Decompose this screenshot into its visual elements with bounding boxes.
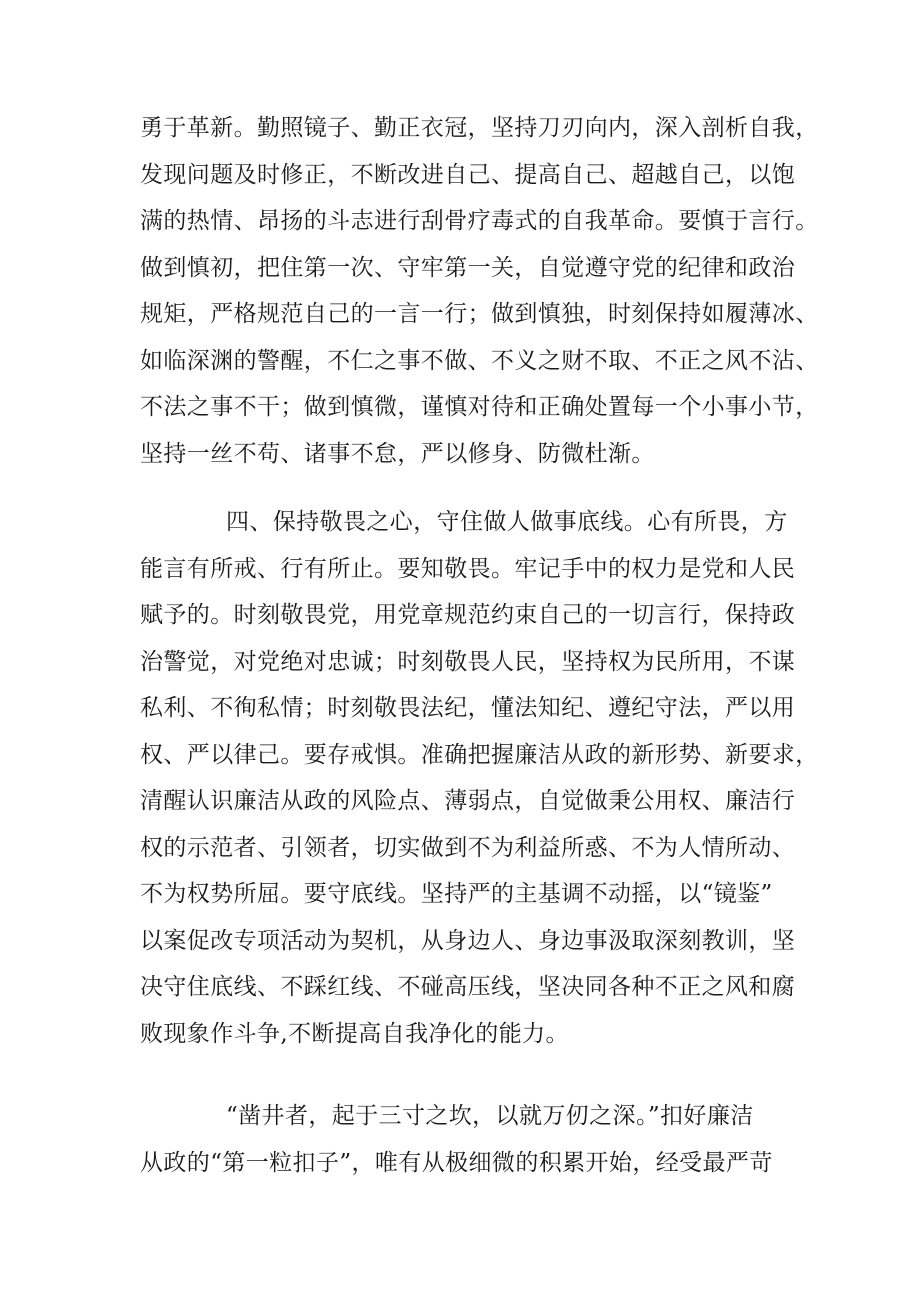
text-line: 不为权势所屈。要守底线。坚持严的主基调不动摇，以“镜鉴” (140, 881, 773, 907)
text-line: 私利、不徇私情；时刻敬畏法纪，懂法知纪、遵纪守法，严以用 (140, 695, 796, 721)
text-line-first: 四、保持敬畏之心，守住做人做事底线。心有所畏，方 (226, 509, 788, 535)
paragraph-first-button (140, 1093, 773, 1186)
paragraph-self-revolution (140, 105, 819, 477)
text-line: 治警觉，对党绝对忠诚；时刻敬畏人民，坚持权为民所用，不谋 (140, 648, 796, 675)
text-line-first: “凿井者，起于三寸之坎，以就万仞之深。”扣好廉洁 (226, 1103, 754, 1129)
text-line: 赋予的。时刻敬畏党，用党章规范约束自己的一切言行，保持政 (140, 602, 796, 628)
text-line: 从政的“第一粒扣子”，唯有从极细微的积累开始，经受最严苛 (140, 1149, 773, 1176)
text-line: 能言有所戒、行有所止。要知敬畏。牢记手中的权力是党和人民 (140, 555, 796, 582)
text-line: 清醒认识廉洁从政的风险点、薄弱点，自觉做秉公用权、廉洁行 (140, 788, 796, 814)
text-line: 规矩，严格规范自己的一言一行；做到慎独，时刻保持如履薄冰、 (140, 301, 819, 327)
text-line: 决守住底线、不踩红线、不碰高压线，坚决同各种不正之风和腐 (140, 974, 796, 1000)
text-line: 满的热情、昂扬的斗志进行刮骨疗毒式的自我革命。要慎于言行。 (140, 208, 819, 234)
text-line: 权的示范者、引领者，切实做到不为利益所惑、不为人情所动、 (140, 834, 796, 861)
text-line: 做到慎初，把住第一次、守牢第一关，自觉遵守党的纪律和政治 (140, 254, 796, 281)
text-line: 败现象作斗争,不断提高自我净化的能力。 (140, 1020, 569, 1047)
text-line: 权、严以律己。要存戒惧。准确把握廉洁从政的新形势、新要求， (140, 741, 819, 768)
text-line: 勇于革新。勤照镜子、勤正衣冠，坚持刀刃向内，深入剖析自我， (140, 115, 819, 141)
text-line: 发现问题及时修正，不断改进自己、提高自己、超越自己，以饱 (140, 161, 796, 188)
text-line: 不法之事不干；做到慎微，谨慎对待和正确处置每一个小事小节， (140, 394, 819, 420)
text-line: 如临深渊的警醒，不仁之事不做、不义之财不取、不正之风不沾、 (140, 347, 819, 374)
paragraph-awe-bottom-line (140, 499, 819, 1057)
text-line: 以案促改专项活动为契机，从身边人、身边事汲取深刻教训，坚 (140, 927, 796, 954)
text-line: 坚持一丝不苟、诸事不怠，严以修身、防微杜渐。 (140, 440, 655, 467)
